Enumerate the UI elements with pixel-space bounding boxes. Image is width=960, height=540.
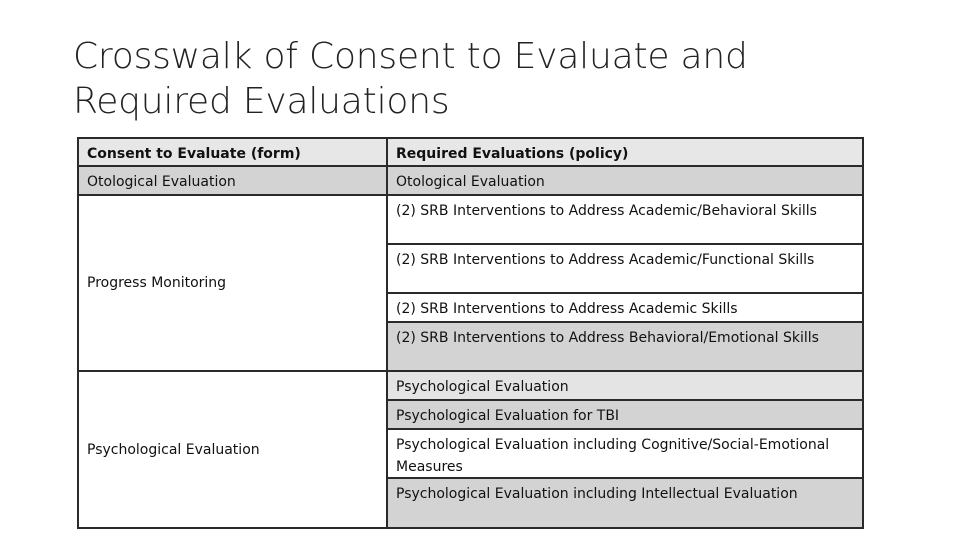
cell-required-srb-academic-behavioral: (2) SRB Interventions to Address Academic/Behavioral Skills	[386, 194, 864, 245]
cell-consent-progress-monitoring: Progress Monitoring	[77, 194, 388, 372]
cell-required-psychological: Psychological Evaluation	[386, 370, 864, 401]
cell-required-otological: Otological Evaluation	[386, 165, 864, 196]
cell-consent-otological: Otological Evaluation	[77, 165, 388, 196]
slide-title	[73, 34, 893, 124]
cell-required-psychological-intellectual: Psychological Evaluation including Intellectual Evaluation	[386, 477, 864, 529]
slide-title-line-1: Crosswalk of Consent to Evaluate and	[73, 36, 748, 77]
crosswalk-table	[77, 137, 864, 529]
header-required-evaluations: Required Evaluations (policy)	[386, 137, 864, 167]
cell-required-srb-academic-functional: (2) SRB Interventions to Address Academic/Functional Skills	[386, 243, 864, 294]
cell-consent-psychological-evaluation: Psychological Evaluation	[77, 370, 388, 529]
header-consent-to-evaluate: Consent to Evaluate (form)	[77, 137, 388, 167]
cell-required-srb-academic: (2) SRB Interventions to Address Academic Skills	[386, 292, 864, 323]
cell-required-srb-behavioral-emotional: (2) SRB Interventions to Address Behavioral/Emotional Skills	[386, 321, 864, 372]
cell-required-psychological-cognitive-social-emotional: Psychological Evaluation including Cognitive/Social-Emotional Measures	[386, 428, 864, 479]
cell-required-psychological-tbi: Psychological Evaluation for TBI	[386, 399, 864, 430]
slide-title-line-2: Required Evaluations	[73, 81, 450, 122]
